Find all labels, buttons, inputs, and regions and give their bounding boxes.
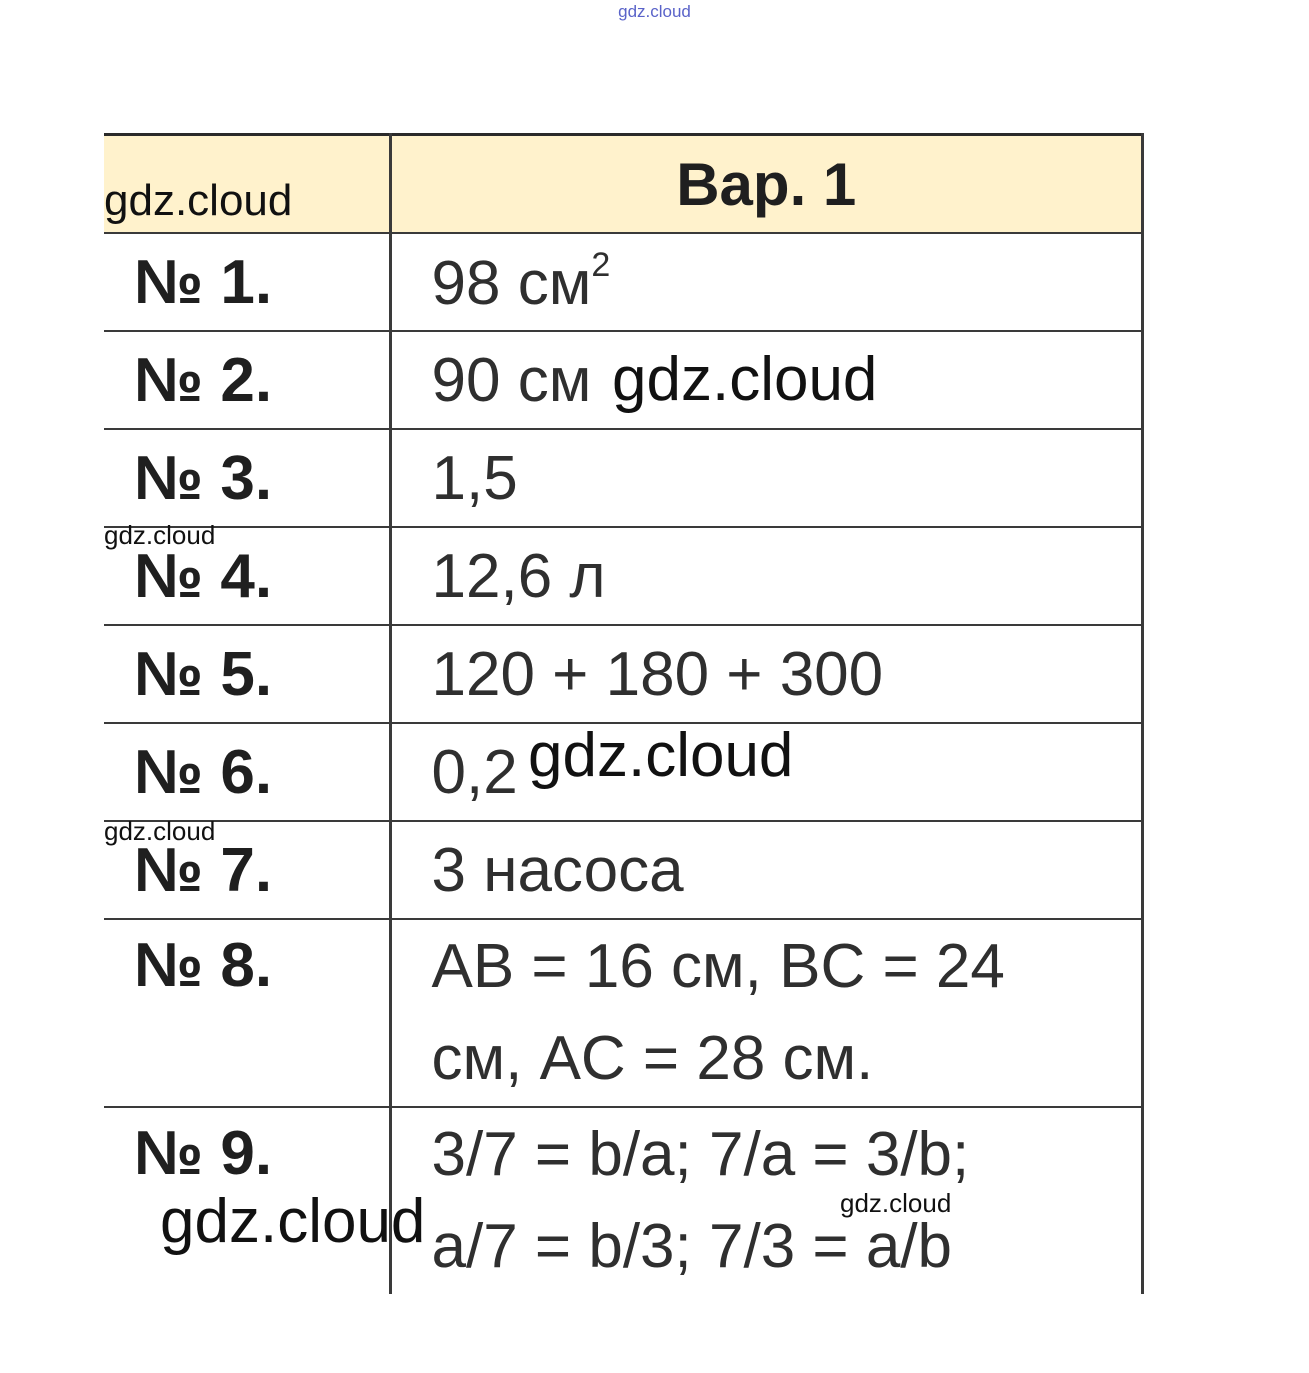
task-number: № 7.: [104, 821, 390, 919]
task-answer: 90 см: [390, 331, 1143, 429]
task-number: № 6.: [104, 723, 390, 821]
table-row: [104, 919, 1143, 1107]
task-answer: [390, 1107, 1143, 1294]
watermark: gdz.cloud: [104, 520, 216, 550]
watermark: gdz.cloud: [104, 816, 216, 846]
table-row: [104, 429, 1143, 527]
answer-line: 3/7 = b/a; 7/a = 3/b;: [431, 1120, 970, 1189]
table-row: [104, 821, 1143, 919]
variant-header: Вар. 1: [390, 135, 1143, 234]
table-row: [104, 625, 1143, 723]
task-number: № 4.: [104, 527, 390, 625]
task-answer: [390, 233, 1143, 331]
task-answer: 0,2: [390, 723, 1143, 821]
watermark: gdz.cloud: [160, 1187, 426, 1256]
answer-line: см, AC = 28 см.: [431, 1024, 874, 1093]
task-answer: 3 насоса: [390, 821, 1143, 919]
watermark: gdz.cloud: [528, 721, 794, 790]
table-row: [104, 233, 1143, 331]
task-answer: [390, 919, 1143, 1107]
task-number: № 2.: [104, 331, 390, 429]
watermark: gdz.cloud: [612, 345, 878, 414]
task-number: № 9.: [104, 1107, 390, 1294]
answer-line: a/7 = b/3; 7/3 = a/b: [431, 1212, 953, 1281]
task-number: № 5.: [104, 625, 390, 723]
task-answer: 120 + 180 + 300: [390, 625, 1143, 723]
task-number: № 1.: [104, 233, 390, 331]
top-watermark: gdz.cloud: [618, 2, 691, 21]
task-number: № 8.: [104, 919, 390, 1107]
answer-line: AB = 16 см, BC = 24: [431, 932, 1005, 1001]
task-answer: 1,5: [390, 429, 1143, 527]
answer-superscript: 2: [591, 245, 611, 284]
answers-table: [104, 133, 1144, 1294]
table-row: [104, 527, 1143, 625]
watermark: gdz.cloud: [840, 1188, 952, 1218]
task-answer: 12,6 л: [390, 527, 1143, 625]
watermark: gdz.cloud: [104, 176, 293, 225]
task-number: № 3.: [104, 429, 390, 527]
answer-text: 98 см: [431, 248, 592, 318]
